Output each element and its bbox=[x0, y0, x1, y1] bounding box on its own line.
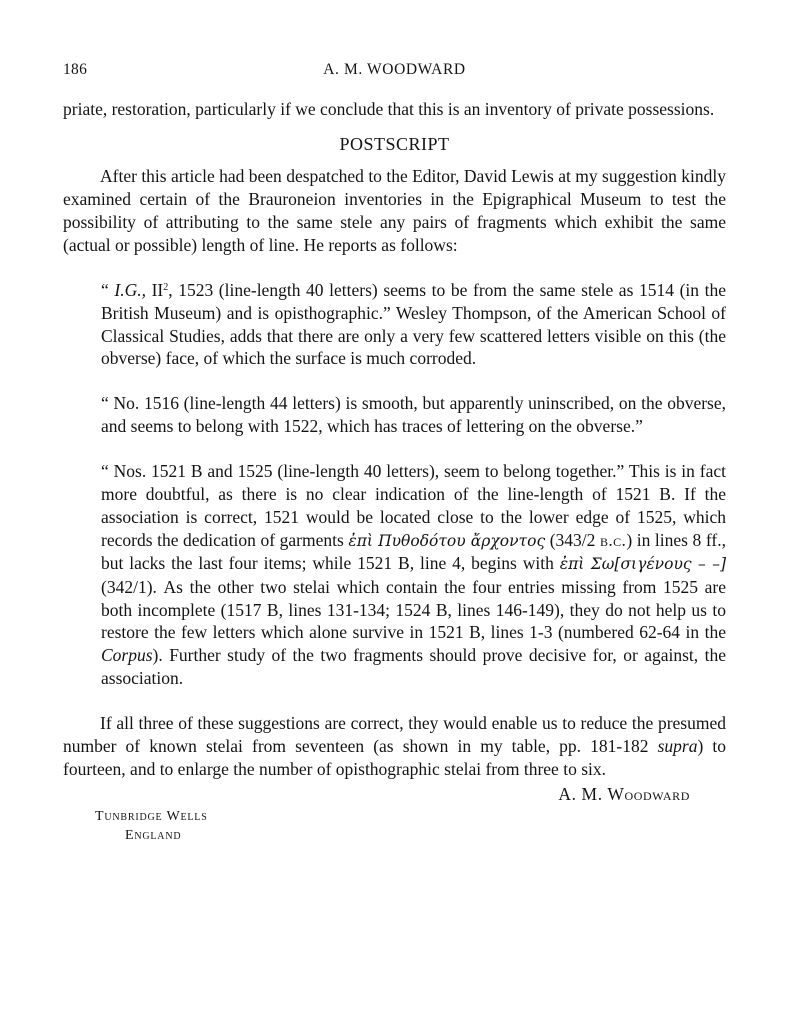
italic-run: Corpus bbox=[101, 645, 153, 666]
page-number: 186 bbox=[63, 61, 88, 78]
text-run: II bbox=[145, 280, 164, 301]
greek-run: ἐπὶ Πυθοδότου ἄρχοντος bbox=[348, 531, 546, 550]
location-country: England bbox=[125, 828, 182, 844]
section-heading: POSTSCRIPT bbox=[339, 133, 450, 154]
greek-run: ἐπὶ Σω[σιγένους – –] bbox=[559, 555, 727, 574]
text-run: (343/2 bbox=[545, 529, 600, 550]
quotation-2 bbox=[101, 392, 726, 437]
text-run: “ No. 1516 (line-length 44 letters) is smooth, but apparently uninscribed, on the obverse, and seems to belong with 1522, which has traces of lettering on the obverse.” bbox=[101, 393, 726, 436]
text-run: ) to fourteen, and to enlarge the number of opisthographic stelai from three to six. bbox=[63, 736, 726, 779]
italic-run: supra bbox=[657, 736, 698, 757]
paragraph-intro bbox=[63, 165, 726, 256]
author-location bbox=[63, 807, 726, 845]
text-run: , 1523 (line-length 40 letters) seems to be from the same stele as 1514 (in the British Museum) and is opisthographic.” Wesley Thompson, of the American School of Classical Studies, adds that there are only a very few scattered letters visible on this (the obverse) face, of which the surface is much corroded. bbox=[101, 280, 726, 369]
quotation-3 bbox=[101, 460, 726, 689]
running-head-author: A. M. WOODWARD bbox=[323, 61, 466, 78]
text-run: (342/1). As the other two stelai which contain the four entries missing from 1525 are both incomplete (1517 B, lines 131-134; 1524 B, lines 146-149), they do not help us to restore the few letters which alone survive in 1521 B, lines 1-3 (numbered 62-64 in the bbox=[101, 576, 726, 643]
paragraph-conclusion bbox=[63, 712, 726, 780]
text-run: After this article had been despatched to the Editor, David Lewis at my suggestion kindly examined certain of the Brauroneion inventories in the Epigraphical Museum to test the possibility of attributing to the same stele any pairs of fragments which exhibit the same (actual or possible) length of line. He reports as follows: bbox=[63, 166, 726, 255]
location-town: Tunbridge Wells bbox=[95, 809, 208, 825]
small-caps-run: b.c. bbox=[599, 529, 627, 550]
text-run: “ bbox=[101, 280, 115, 301]
author-signature: A. M. Woodward bbox=[558, 783, 690, 804]
text-run: ) in lines 8 ff., but lacks the last four items; while 1521 B, line 4, begins with bbox=[101, 529, 726, 574]
running-head bbox=[63, 59, 726, 83]
italic-run: I.G., bbox=[114, 280, 146, 301]
continuation-paragraph: priate, restoration, particularly if we conclude that this is an inventory of private possessions. bbox=[63, 99, 715, 119]
text-run: ). Further study of the two fragments should prove decisive for, or against, the association. bbox=[101, 645, 726, 688]
superscript-run: 2 bbox=[163, 282, 169, 294]
text-run: If all three of these suggestions are correct, they would enable us to reduce the presumed number of known stelai from seventeen (as shown in my table, pp. 181-182 bbox=[63, 713, 726, 757]
quotation-1 bbox=[101, 279, 726, 370]
text-run: “ Nos. 1521 B and 1525 (line-length 40 letters), seem to belong together.” This is in fact more doubtful, as there is no clear indication of the line-length of 1521 B. If the association is correct, 1521 would be located close to the lower edge of 1525, which records the dedication of garments bbox=[101, 461, 726, 550]
